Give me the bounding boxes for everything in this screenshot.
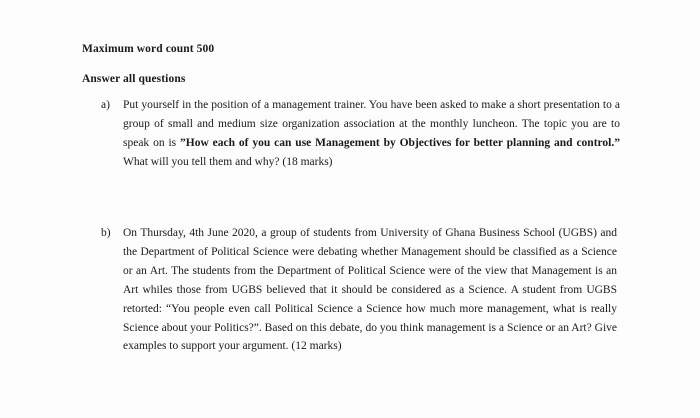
- question-a-text-part2: What will you tell them and why? (18 marks): [123, 155, 333, 168]
- question-a-topic-bold: ”How each of you can use Management by Objectives for better planning and control.”: [180, 136, 620, 149]
- question-a-text-part1: Put yourself in the position of a management trainer. You have been asked to make a short presentation to a group of small and medium size organization association at the monthly luncheon. The topic you are to speak on is: [123, 99, 620, 149]
- question-b-label: b): [101, 227, 111, 239]
- instruction-heading: Answer all questions: [82, 73, 186, 85]
- question-b-text: On Thursday, 4th June 2020, a group of students from University of Ghana Business School (UGBS) and the Department of Political Science were debating whether Management should be classified as a Science or an Art. The students from the Department of Political Science were of the view that Management is an Art whiles those from UGBS believed that it should be considered as a Science. A student from UGBS retorted: “You people even call Political Science a Science how much more management, what is really Science about your Politics?”. Based on this debate, do you think management is a Science or an Art? Give examples to support your argument. (12 marks): [123, 227, 617, 353]
- question-a-text: [123, 96, 620, 172]
- question-a-label: a): [101, 99, 110, 111]
- word-count-heading: Maximum word count 500: [82, 43, 215, 55]
